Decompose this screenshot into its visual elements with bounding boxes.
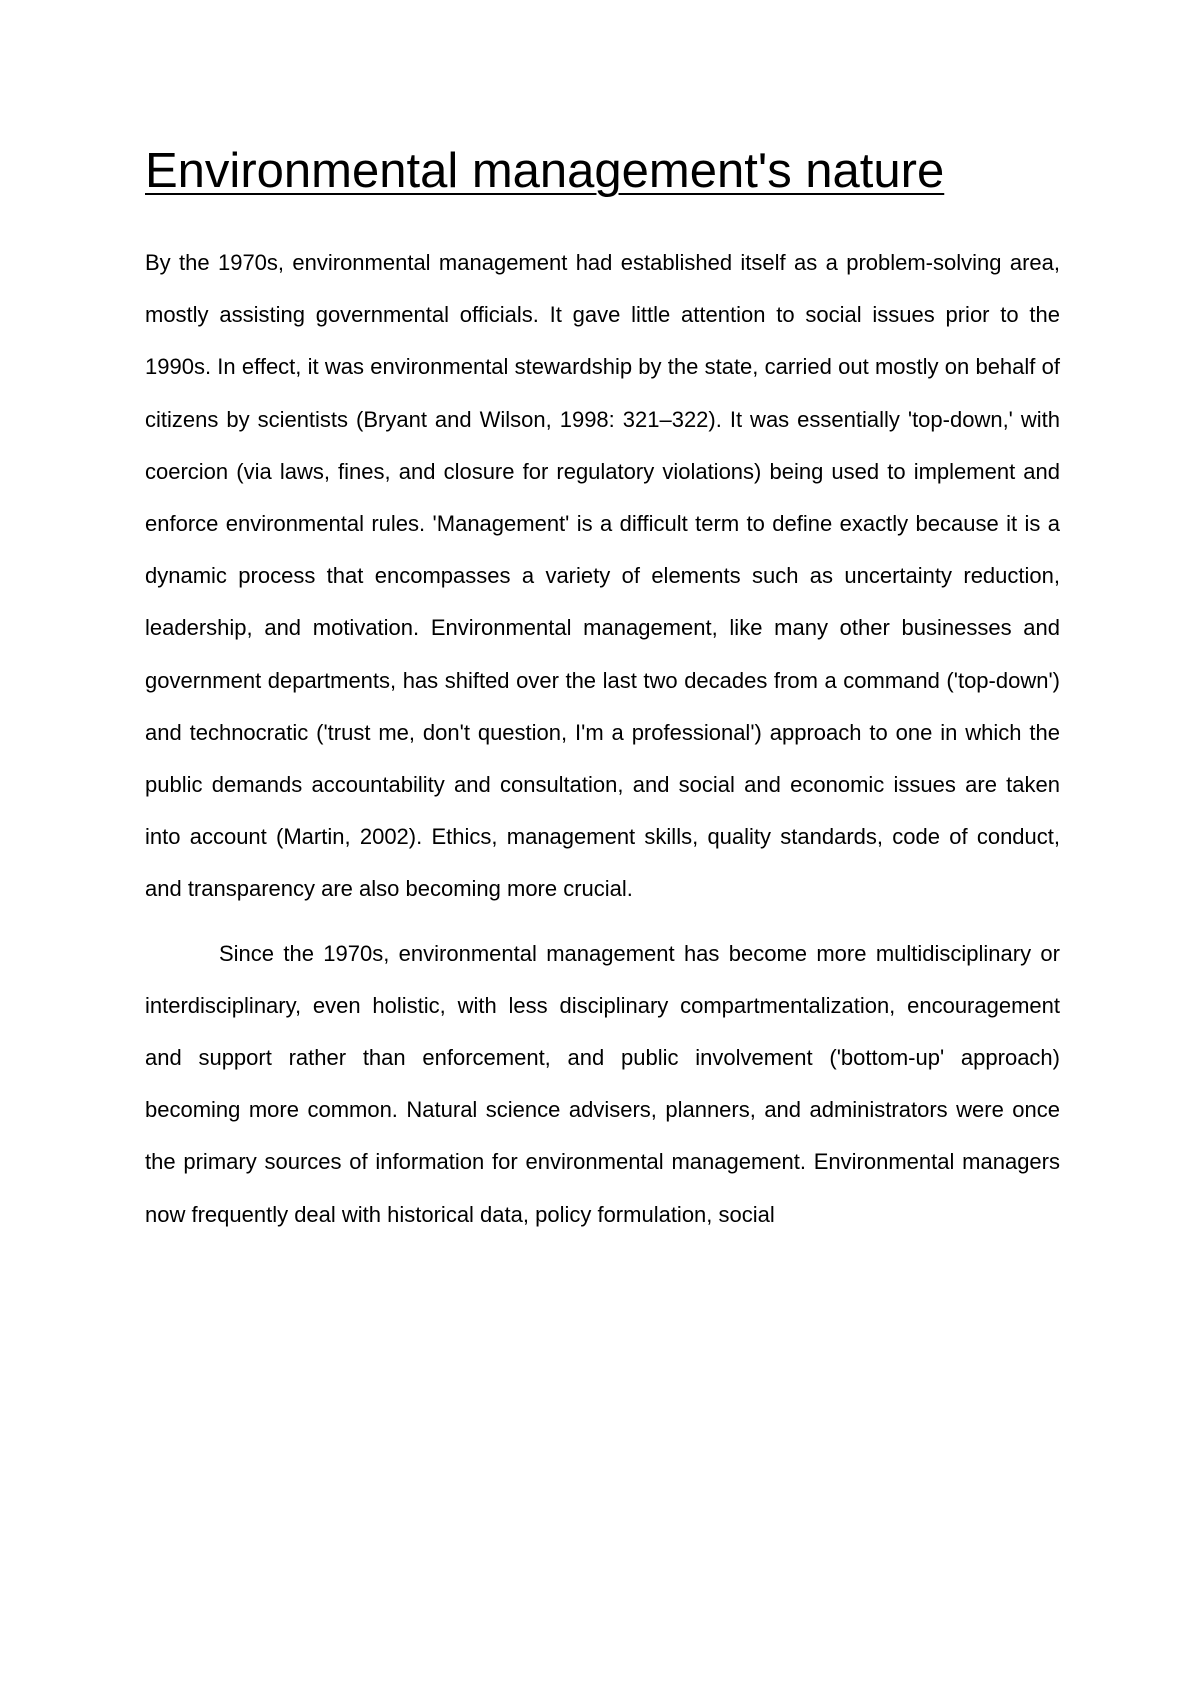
document-title: Environmental management's nature: [145, 144, 945, 198]
paragraph-1: By the 1970s, environmental management had established itself as a problem-solving area, mostly assisting governmental officials. It gave little attention to social issues prior to the 1990s. In effect, it was environmental stewardship by the state, carried out mostly on behalf of citizens by scientists (Bryant and Wilson, 1998: 321–322). It was essentially 'top-down,' with coercion (via laws, fines, and closure for regulatory violations) being used to implement and enforce environmental rules. 'Management' is a difficult term to define exactly because it is a dynamic process that encompasses a variety of elements such as uncertainty reduction, leadership, and motivation. Environmental management, like many other businesses and government departments, has shifted over the last two decades from a command ('top-down') and technocratic ('trust me, don't question, I'm a professional') approach to one in which the public demands accountability and consultation, and social and economic issues are taken into account (Martin, 2002). Ethics, management skills, quality standards, code of conduct, and transparency are also becoming more crucial.: [145, 250, 1060, 902]
document-body: [145, 140, 1060, 1241]
paragraph-2: Since the 1970s, environmental management has become more multidisciplinary or interdisciplinary, even holistic, with less disciplinary compartmentalization, encouragement and support rather than enforcement, and public involvement ('bottom-up' approach) becoming more common. Natural science advisers, planners, and administrators were once the primary sources of information for environmental management. Environmental managers now frequently deal with historical data, policy formulation, social: [145, 940, 1060, 1227]
